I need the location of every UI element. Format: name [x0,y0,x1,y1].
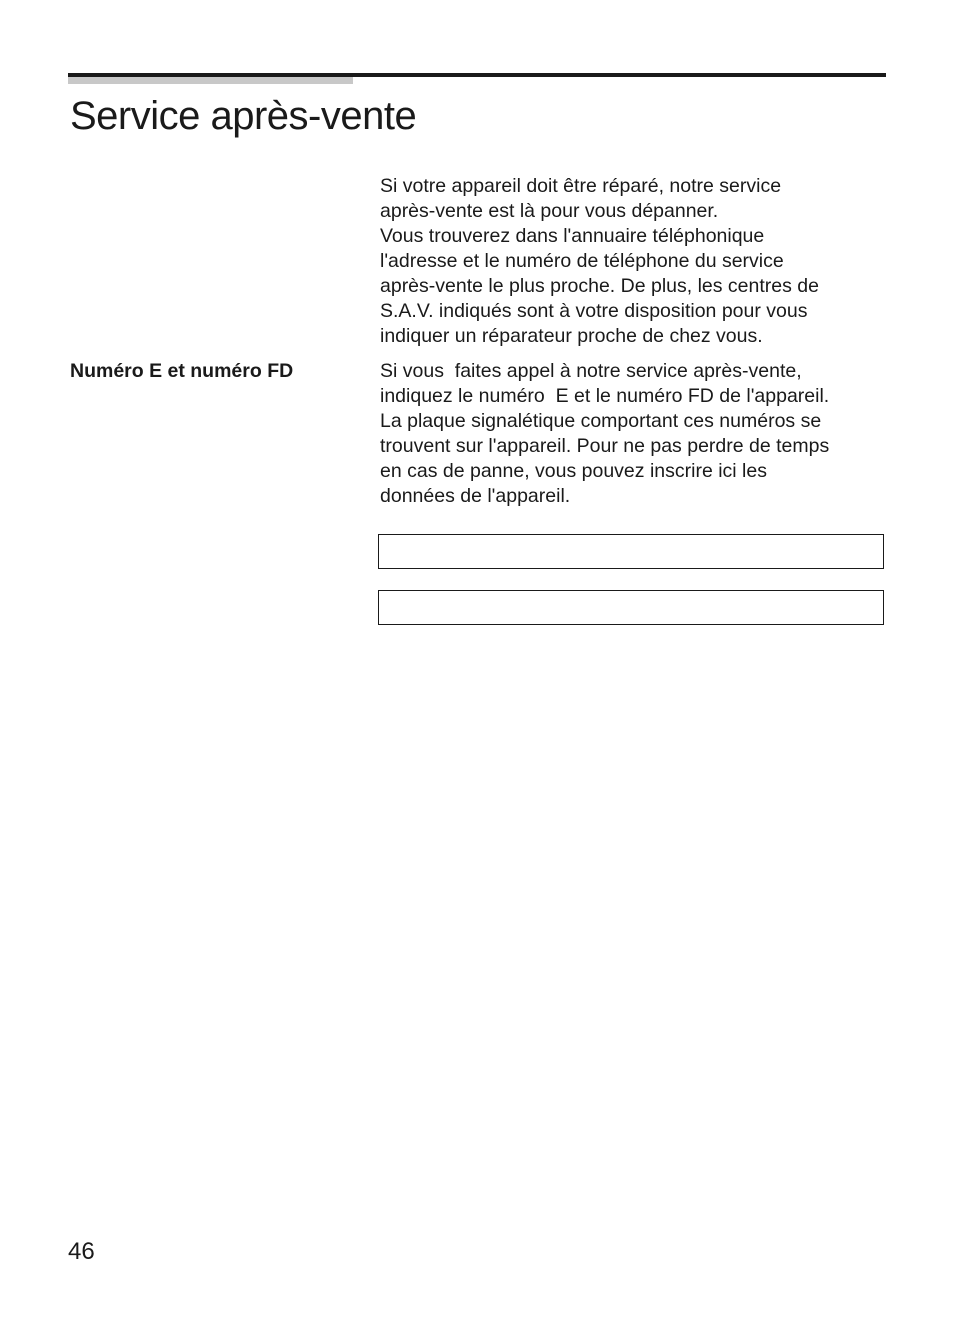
intro-line: S.A.V. indiqués sont à votre disposition pour vous [380,300,808,322]
intro-line: l'adresse et le numéro de téléphone du service [380,250,784,272]
section-label-e-fd-numbers: Numéro E et numéro FD [70,360,294,382]
intro-paragraph [380,174,885,349]
intro-line: Si votre appareil doit être réparé, notre service [380,175,782,197]
page-title: Service après-vente [70,94,417,138]
header-rule-accent [68,76,353,84]
intro-line: indiquer un réparateur proche de chez vous. [380,325,763,347]
numbers-line: indiquez le numéro E et le numéro FD de l'appareil. [380,385,830,407]
numbers-paragraph [380,359,885,509]
numbers-line: trouvent sur l'appareil. Pour ne pas perdre de temps [380,435,830,457]
header-rule [68,73,886,77]
numbers-line: Si vous faites appel à notre service après-vente, [380,360,802,382]
intro-line: après-vente le plus proche. De plus, les centres de [380,275,819,297]
e-number-field[interactable] [378,534,884,569]
numbers-line: données de l'appareil. [380,485,571,507]
fd-number-field[interactable] [378,590,884,625]
page-number: 46 [68,1238,95,1265]
intro-line: après-vente est là pour vous dépanner. [380,200,719,222]
numbers-line: en cas de panne, vous pouvez inscrire ici les [380,460,767,482]
intro-line: Vous trouverez dans l'annuaire téléphonique [380,225,765,247]
numbers-line: La plaque signalétique comportant ces numéros se [380,410,822,432]
